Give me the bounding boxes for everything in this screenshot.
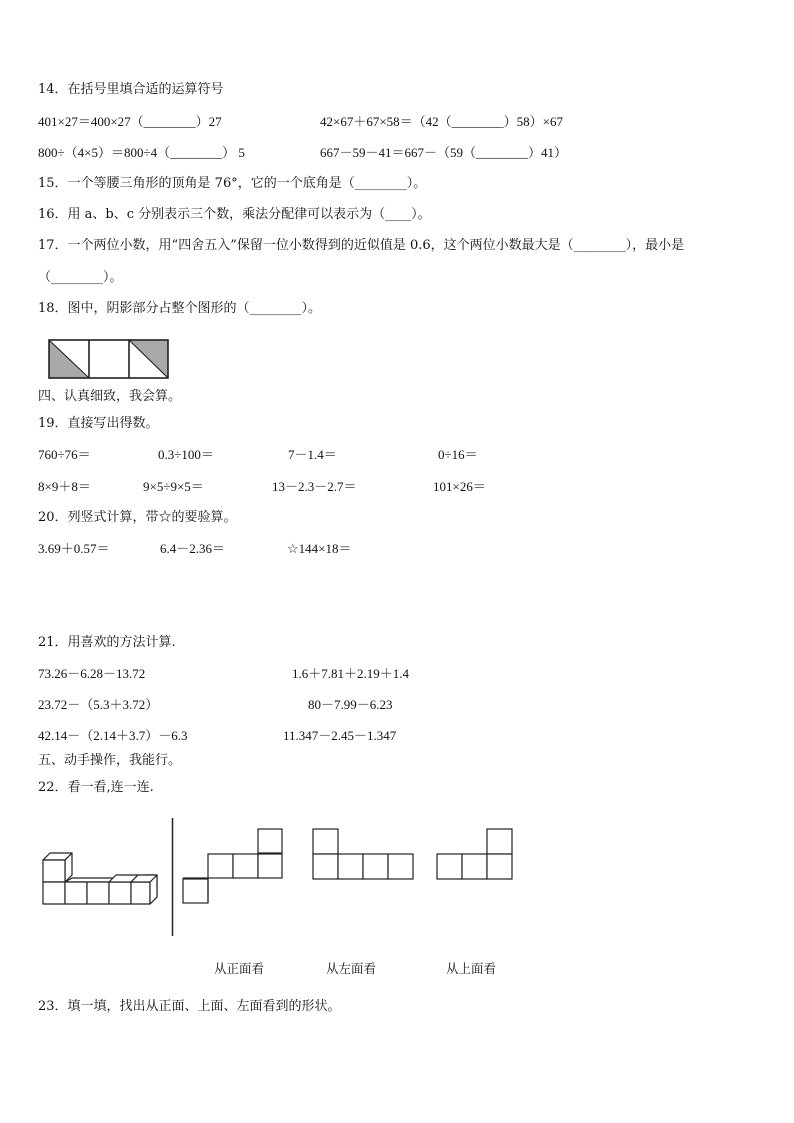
q22-divider: [171, 818, 175, 938]
q21-item: 1.6＋7.81＋2.19＋1.4: [292, 666, 410, 681]
q20-item: ☆144×18＝: [287, 541, 352, 556]
q21-title: 21．用喜欢的方法计算.: [38, 635, 176, 650]
q20-item: 6.4－2.36＝: [160, 541, 226, 556]
q14-item-1: 401×27＝400×27（________）27: [38, 114, 222, 129]
q21-item: 23.72－（5.3＋3.72）: [38, 697, 159, 712]
q21-item: 42.14－（2.14＋3.7）－6.3: [38, 728, 188, 743]
section-5-heading: 五、动手操作，我能行。: [38, 753, 182, 768]
label-left-view: 从左面看: [326, 961, 377, 976]
view-shape-2: [312, 828, 416, 882]
q21-item: 11.347－2.45－1.347: [283, 728, 397, 743]
q18-text: 18．图中，阴影部分占整个图形的（________）。: [38, 301, 322, 316]
q15-text: 15．一个等腰三角形的顶角是 76°，它的一个底角是（________）。: [38, 176, 427, 191]
view-shape-3: [436, 828, 516, 882]
section-4-heading: 四、认真细致，我会算。: [38, 389, 182, 404]
q19-item: 0÷16＝: [438, 447, 478, 462]
q19-item: 8×9＋8＝: [38, 479, 91, 494]
q19-item: 101×26＝: [433, 479, 486, 494]
q19-item: 13－2.3－2.7＝: [272, 479, 357, 494]
q16-text: 16．用 a、b、c 分别表示三个数，乘法分配律可以表示为（____）。: [38, 207, 431, 222]
q21-item: 80－7.99－6.23: [308, 697, 393, 712]
q19-item: 760÷76＝: [38, 447, 91, 462]
label-top-view: 从上面看: [446, 961, 497, 976]
q17-line-1: 17．一个两位小数，用“四舍五入”保留一位小数得到的近似值是 0.6，这个两位小数最大是（________），最小是: [38, 238, 685, 253]
q14-item-3: 800÷（4×5）＝800÷4（________） 5: [38, 145, 245, 160]
q18-figure: [48, 339, 170, 379]
q14-item-4: 667－59－41＝667－（59（________）41）: [320, 145, 568, 160]
q22-title: 22．看一看,连一连.: [38, 780, 154, 795]
label-front-view: 从正面看: [214, 961, 265, 976]
cube-stack-figure: [40, 852, 158, 908]
q19-item: 9×5÷9×5＝: [143, 479, 204, 494]
q17-line-2: （________）。: [38, 270, 123, 285]
q14-item-2: 42×67＋67×58＝（42（________）58）×67: [320, 114, 563, 129]
q14-title: 14．在括号里填合适的运算符号: [38, 82, 224, 97]
view-shape-1: [182, 828, 284, 906]
q19-title: 19．直接写出得数。: [38, 416, 159, 431]
q21-item: 73.26－6.28－13.72: [38, 666, 146, 681]
q20-item: 3.69＋0.57＝: [38, 541, 110, 556]
q19-item: 7－1.4＝: [288, 447, 337, 462]
q19-item: 0.3÷100＝: [158, 447, 214, 462]
q23-text: 23．填一填，找出从正面、上面、左面看到的形状。: [38, 999, 341, 1014]
q20-title: 20．列竖式计算，带☆的要验算。: [38, 510, 237, 525]
